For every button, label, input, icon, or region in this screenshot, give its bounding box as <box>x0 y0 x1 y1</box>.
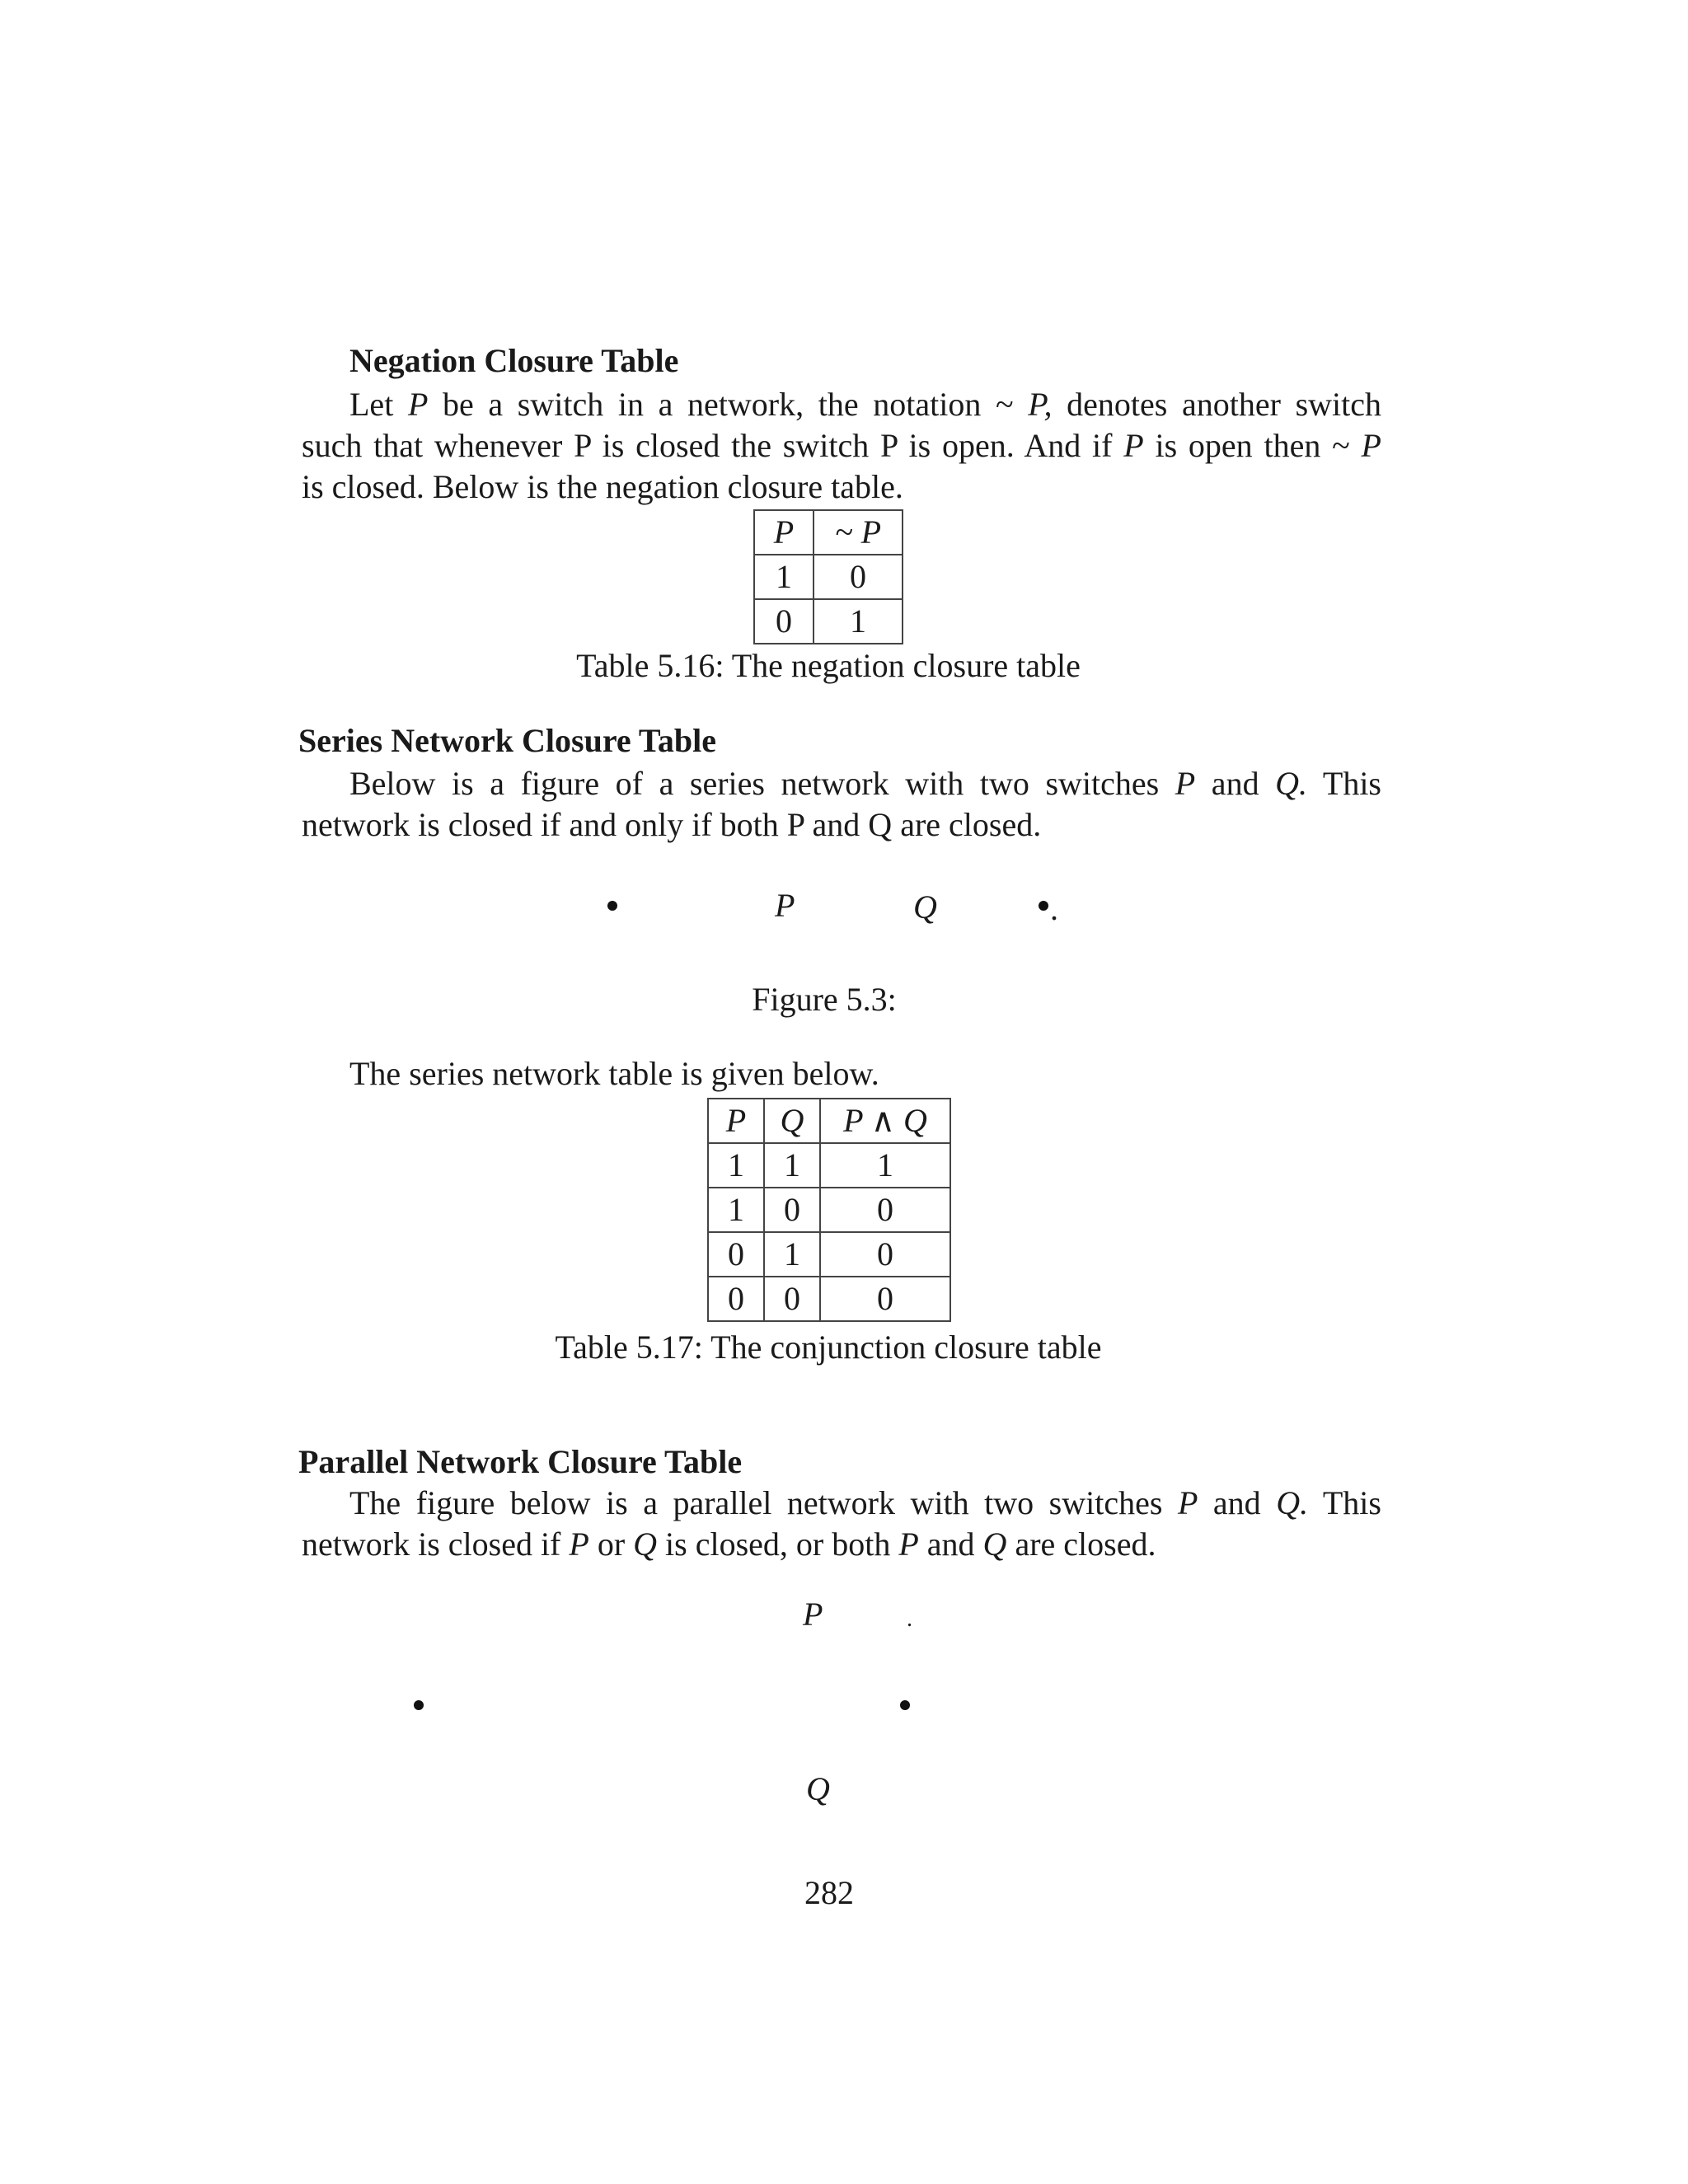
parallel-line-2: network is closed if P or Q is closed, or both P and Q are closed. <box>302 1526 1156 1563</box>
header-cell: P <box>708 1099 764 1143</box>
terminal-right-dot <box>1039 901 1048 911</box>
header-cell: P ∧ Q <box>820 1099 950 1143</box>
switch-q-label: Q <box>806 1770 830 1807</box>
table-header-row <box>708 1099 950 1143</box>
table-cell: 1 <box>754 555 814 599</box>
header-cell: ~ P <box>814 510 903 555</box>
table-cell: 0 <box>814 555 903 599</box>
table-header-row <box>754 510 903 555</box>
table-row <box>754 555 903 599</box>
table-row <box>708 1188 950 1232</box>
table-cell: 1 <box>814 599 903 644</box>
switch-p-label: P <box>775 887 795 924</box>
table-cell: 0 <box>708 1277 764 1321</box>
table-row <box>754 599 903 644</box>
table-cell: 0 <box>708 1232 764 1277</box>
page-number: 282 <box>804 1874 854 1911</box>
series-heading: Series Network Closure Table <box>298 722 717 759</box>
switch-p-label: P <box>803 1596 823 1633</box>
table-cell: 0 <box>764 1277 820 1321</box>
negation-line-1: Let P be a switch in a network, the notation ~ P, denotes another switch <box>349 386 1382 423</box>
header-cell: Q <box>764 1099 820 1143</box>
series-paragraph <box>302 763 1381 846</box>
negation-table <box>753 509 903 644</box>
series-table-intro: The series network table is given below. <box>349 1055 879 1092</box>
negation-line-3: is closed. Below is the negation closure table. <box>302 468 903 505</box>
table-row <box>708 1143 950 1188</box>
switch-q-label: Q <box>913 888 937 926</box>
table-cell: 0 <box>764 1188 820 1232</box>
table-cell: 1 <box>764 1232 820 1277</box>
table-cell: 0 <box>754 599 814 644</box>
negation-paragraph <box>302 384 1381 508</box>
terminal-left-dot <box>414 1700 424 1710</box>
figure-period: . <box>1050 890 1058 927</box>
negation-line-2: such that whenever P is closed the switch P is open. And if P is open then ~ P <box>302 427 1381 464</box>
header-cell: P <box>754 510 814 555</box>
table-cell: 1 <box>820 1143 950 1188</box>
parallel-paragraph <box>302 1483 1381 1565</box>
table-cell: 0 <box>820 1188 950 1232</box>
terminal-right-dot <box>900 1700 910 1710</box>
table-row <box>708 1277 950 1321</box>
parallel-line-1: The figure below is a parallel network with two switches P and Q. This <box>349 1484 1381 1521</box>
series-table <box>707 1098 951 1322</box>
table-row <box>708 1232 950 1277</box>
parallel-heading: Parallel Network Closure Table <box>298 1443 743 1480</box>
series-line-1: Below is a figure of a series network with two switches P and Q. This <box>349 765 1381 802</box>
figure-period: . <box>907 1606 912 1632</box>
series-figure-caption: Figure 5.3: <box>752 981 897 1018</box>
table-cell: 0 <box>820 1277 950 1321</box>
negation-table-caption: Table 5.16: The negation closure table <box>576 647 1081 684</box>
negation-heading: Negation Closure Table <box>349 342 679 379</box>
table-cell: 1 <box>708 1143 764 1188</box>
table-cell: 1 <box>764 1143 820 1188</box>
table-cell: 1 <box>708 1188 764 1232</box>
series-table-caption: Table 5.17: The conjunction closure table <box>555 1329 1102 1366</box>
table-cell: 0 <box>820 1232 950 1277</box>
terminal-left-dot <box>607 901 617 911</box>
series-line-2: network is closed if and only if both P and Q are closed. <box>302 806 1042 843</box>
